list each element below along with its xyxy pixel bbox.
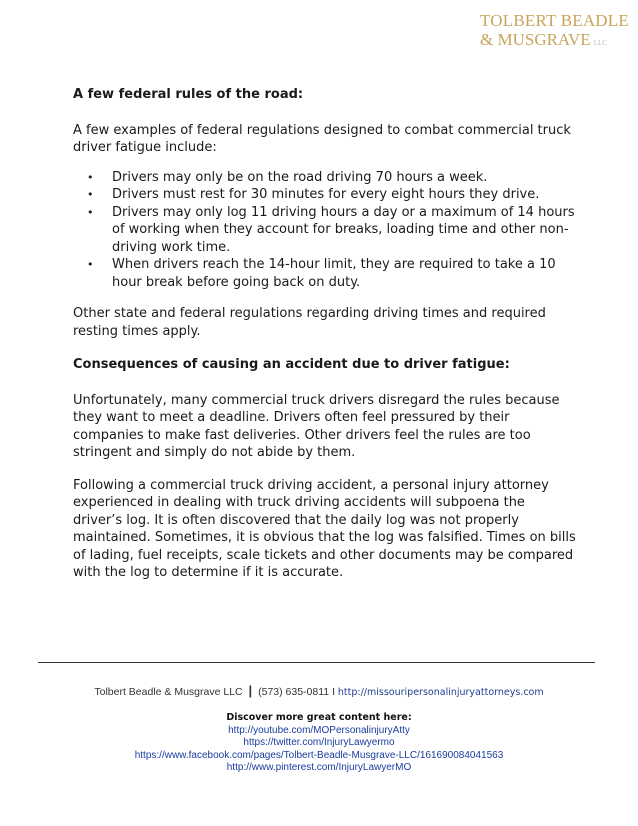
section-heading-consequences: Consequences of causing an accident due to driver fatigue:	[73, 357, 510, 372]
pinterest-link[interactable]: http://www.pinterest.com/InjuryLawyerMO	[226, 762, 412, 773]
list-item: • Drivers may only be on the road driving 70 hours a week.	[87, 169, 488, 185]
twitter-link[interactable]: https://twitter.com/InjuryLawyermo	[243, 737, 395, 748]
firm-logo	[480, 11, 629, 49]
logo-suffix: LLC	[593, 39, 607, 47]
closing-paragraph: Other state and federal regulations regarding driving times and required resting times apply.	[73, 306, 546, 339]
bullet-icon: •	[87, 170, 94, 184]
bullet-icon: •	[87, 188, 94, 201]
footer-website-link[interactable]: http://missouripersonalinjuryattorneys.com	[337, 687, 544, 698]
section-heading-federal-rules: A few federal rules of the road:	[73, 87, 304, 102]
footer-links	[0, 712, 638, 775]
youtube-link[interactable]: http://youtube.com/MOPersonalinjuryAtty	[228, 724, 410, 736]
bullet-icon: •	[87, 205, 94, 219]
footer-divider	[38, 662, 595, 663]
list-item: • Drivers must rest for 30 minutes for every eight hours they drive.	[87, 187, 540, 202]
list-item: • When drivers reach the 14-hour limit, they are required to take a 10 hour break before going back on duty.	[87, 257, 556, 290]
footer-contact-line	[0, 683, 638, 698]
list-item: • Drivers may only log 11 driving hours a day or a maximum of 14 hours of working when they account for breaks, loading time and other non-driving work time.	[87, 204, 575, 255]
footer-firm-name: Tolbert Beadle & Musgrave LLC	[94, 686, 243, 698]
bullet-icon: •	[87, 258, 94, 271]
footer-separator: |	[248, 683, 253, 698]
logo-line-1: TOLBERT BEADLE	[480, 11, 629, 30]
intro-paragraph: A few examples of federal regulations designed to combat commercial truck driver fatigue include:	[73, 122, 571, 155]
footer-separator-2: I	[332, 686, 335, 698]
consequences-paragraph-2: Following a commercial truck driving accident, a personal injury attorney experienced in dealing with truck driving accidents will subpoena the driver’s log. It is often discovered that the daily log was not properly maintained. Sometimes, it is obvious that the log was falsified. Times on bills of lading, fuel receipts, scale tickets and other documents may be compared with the log to determine if it is accurate.	[73, 477, 576, 580]
document-body	[73, 86, 578, 594]
facebook-link[interactable]: https://www.facebook.com/pages/Tolbert-Beadle-Musgrave-LLC/161690084041563	[134, 749, 504, 761]
consequences-paragraph-1: Unfortunately, many commercial truck drivers disregard the rules because they want to meet a deadline. Drivers often feel pressured by their companies to make fast deliveries. Other drivers feel the rules are too stringent and simply do not abide by them.	[73, 392, 560, 460]
logo-line-2: & MUSGRAVE LLC	[480, 30, 607, 49]
rules-list	[73, 169, 578, 292]
footer-phone: (573) 635-0811	[258, 686, 330, 698]
discover-heading: Discover more great content here:	[226, 712, 412, 723]
